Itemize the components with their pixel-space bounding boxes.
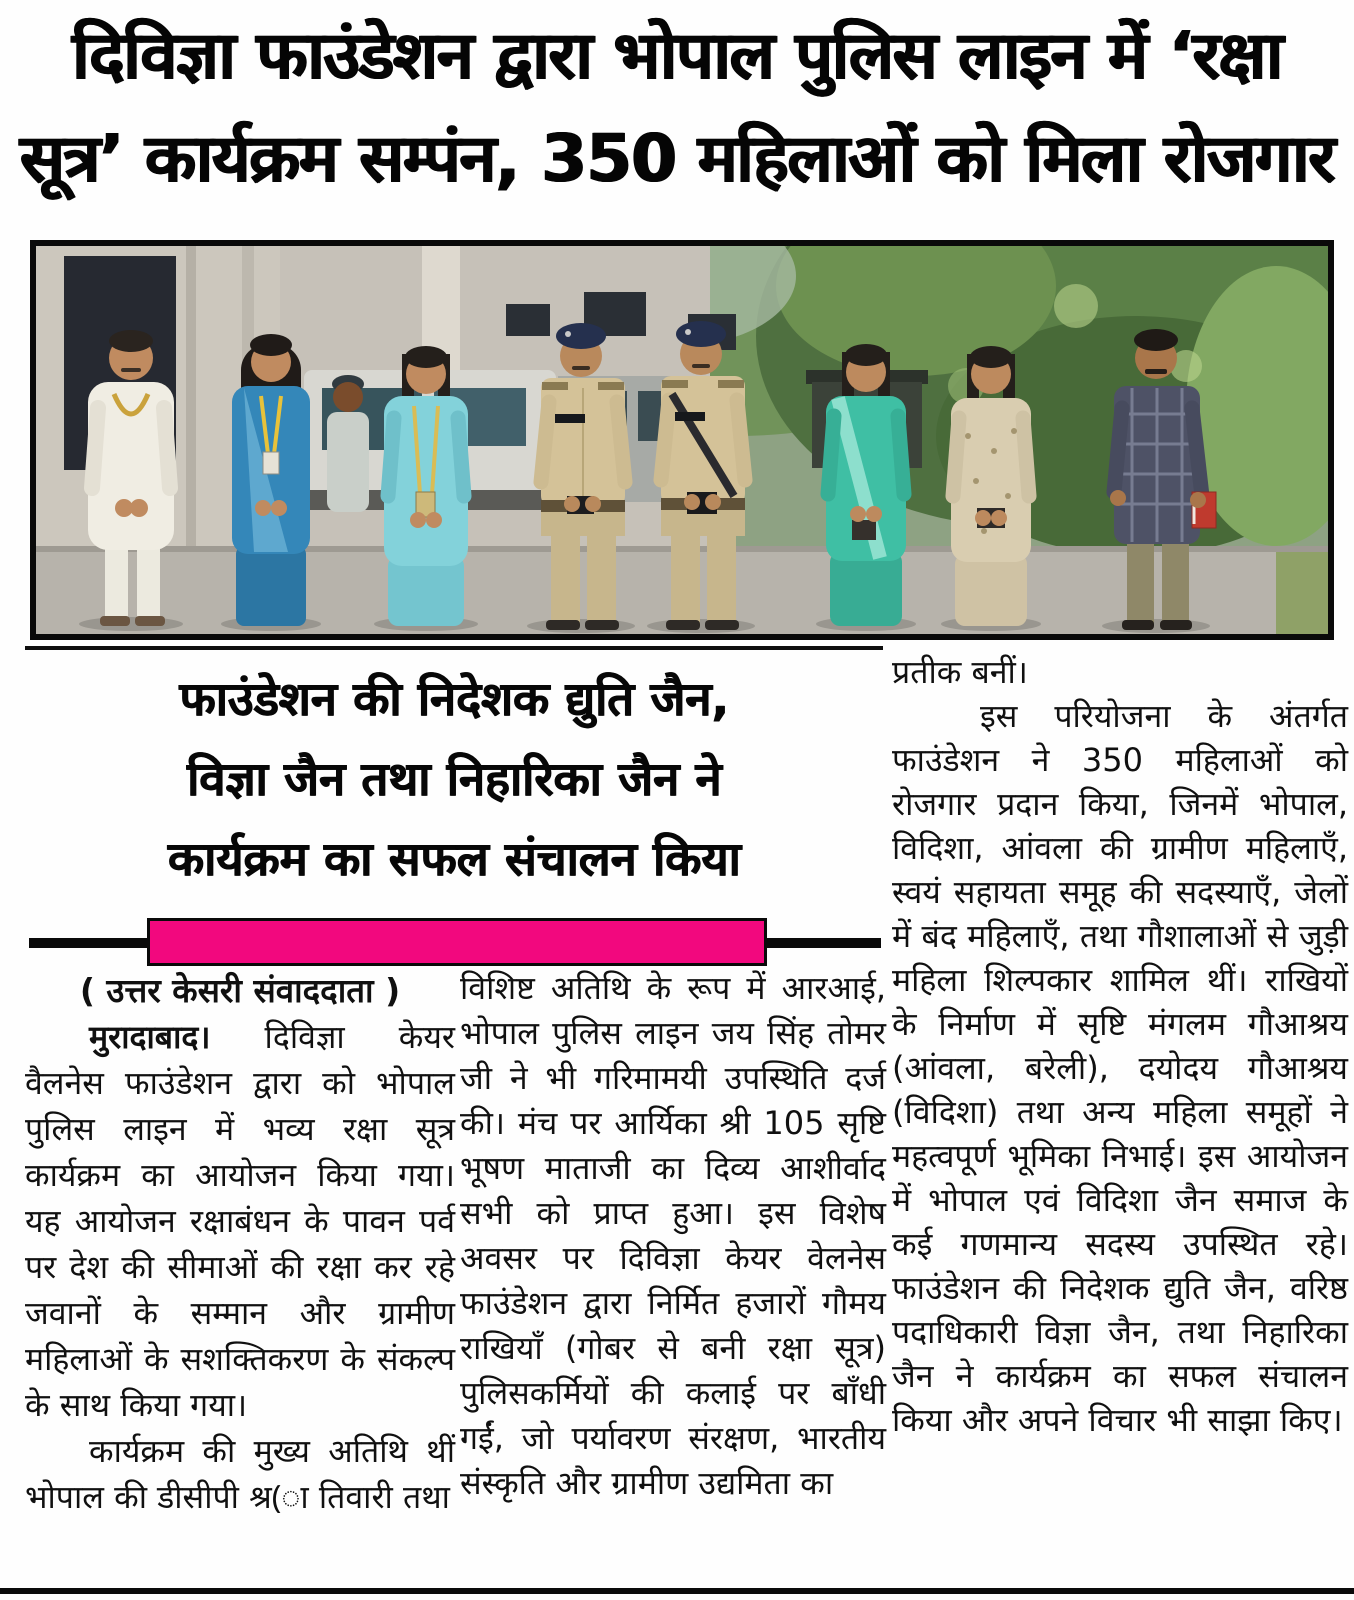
paragraph-2: कार्यक्रम की मुख्य अतिथि थीं भोपाल की डीसीपी श्र(ा तिवारी तथा (25, 1432, 455, 1516)
byline: ( उत्तर केसरी संवाददाता ) (79, 971, 401, 1010)
paragraph-5: इस परियोजना के अंतर्गत फाउंडेशन ने 350 महिलाओं को रोजगार प्रदान किया, जिनमें भोपाल, विदिशा, आंवला की ग्रामीण महिलाएँ, स्वयं सहायता समूह की सदस्याएँ, जेलों में बंद महिलाएँ, तथा गौशालाओं से जुड़ी महिला शिल्पकार शामिल थीं। राखियों के निर्माण में सृष्टि मंगलम गौआश्रय (आंवला, बरेली), दयोदय गौआश्रय (विदिशा) तथा अन्य महिला समूहों ने महत्वपूर्ण भूमिका निभाई। इस आयोजन में भोपाल एवं विदिशा जैन समाज के कई गणमान्य सदस्य उपस्थित रहे। फाउंडेशन की निदेशक द्युति जैन, वरिष्ठ पदाधिकारी विज्ञा जैन, तथा निहारिका जैन ने कार्यक्रम का सफल संचालन किया और अपने विचार भी साझा किए। (892, 697, 1348, 1439)
name-plate (555, 414, 585, 423)
headline-line-1: दिविज्ञा फाउंडेशन द्वारा भोपाल पुलिस लाइन में ‘रक्षा (72, 17, 1282, 94)
group-photo-illustration (36, 246, 1328, 634)
bottom-rule (0, 1588, 1354, 1594)
pink-accent-bar (147, 918, 767, 966)
purse (852, 520, 876, 540)
subhead-line-2: विज्ञा जैन तथा निहारिका जैन ने (186, 752, 722, 807)
sub-headline (25, 646, 883, 900)
police-beret (556, 323, 606, 349)
paragraph-1 (25, 1014, 455, 1428)
group-photo (30, 240, 1334, 640)
subhead-line-1: फाउंडेशन की निदेशक द्युति जैन, (179, 672, 729, 727)
body-column-1 (25, 968, 455, 1520)
divider-rule-right (765, 938, 881, 948)
paragraph-4: प्रतीक बनीं। (892, 653, 1028, 691)
paragraph-3: विशिष्ट अतिथि के रूप में आरआई, भोपाल पुलिस लाइन जय सिंह तोमर जी ने भी गरिमामयी उपस्थिति दर्ज की। मंच पर आर्यिका श्री 105 सृष्टि भूषण माताजी का दिव्य आशीर्वाद सभी को प्राप्त हुआ। इस विशेष अवसर पर दिविज्ञा केयर वेलनेस फाउंडेशन द्वारा निर्मित हजारों गौमय राखियाँ (गोबर से बनी रक्षा सूत्र) पुलिसकर्मियों की कलाई पर बाँधी गईं, जो पर्यावरण संरक्षण, भारतीय संस्कृति और ग्रामीण उद्यमिता का (460, 969, 886, 1502)
body-column-3 (892, 650, 1348, 1442)
person-background (327, 375, 369, 512)
name-plate (675, 412, 705, 421)
divider-rule-left (29, 938, 149, 948)
subhead-line-3: कार्यक्रम का सफल संचालन किया (167, 832, 741, 887)
dateline: मुरादाबाद। (89, 1018, 211, 1056)
id-badge (263, 452, 279, 474)
body-column-2 (460, 966, 886, 1506)
headline-line-2: सूत्र’ कार्यक्रम सम्पंन, 350 महिलाओं को मिला रोजगार (19, 120, 1335, 197)
person-blue-saree-woman (232, 334, 310, 626)
section-divider (25, 916, 883, 968)
police-beret (676, 321, 726, 347)
paragraph-1-text: दिविज्ञा केयर वैलनेस फाउंडेशन द्वारा को भोपाल पुलिस लाइन में भव्य रक्षा सूत्र कार्यक्रम का आयोजन किया गया। यह आयोजन रक्षाबंधन के पावन पर्व पर देश की सीमाओं की रक्षा कर रहे जवानों के सम्मान और ग्रामीण महिलाओं के सशक्तिकरण के संकल्प के साथ किया गया। (25, 1018, 455, 1424)
article-headline (18, 4, 1336, 210)
